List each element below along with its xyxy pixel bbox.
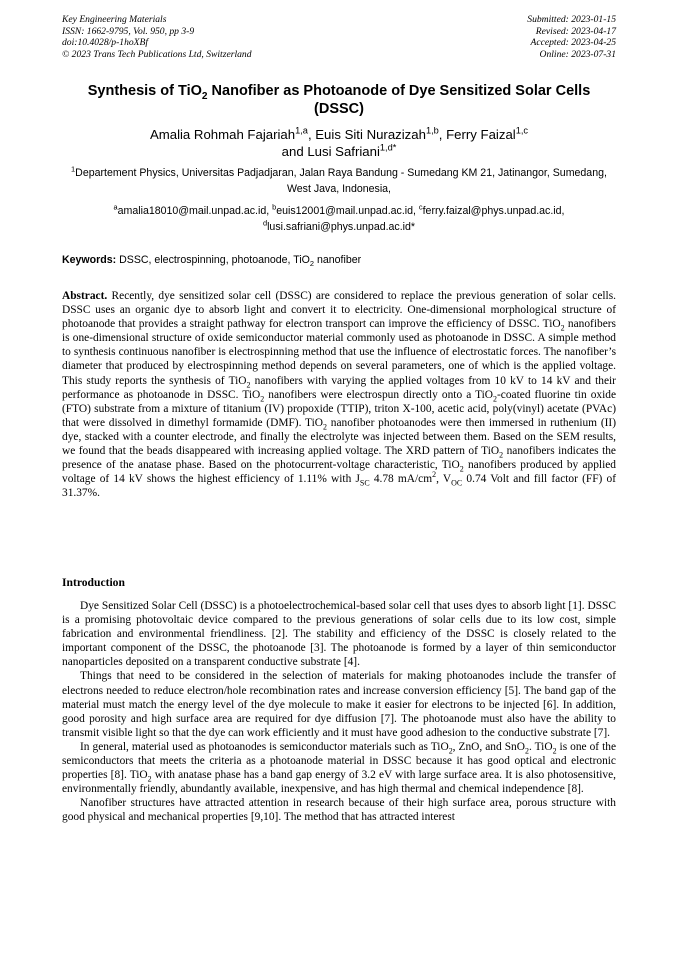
author-4: and Lusi Safriani <box>281 144 380 159</box>
subscript: SC <box>359 478 370 488</box>
introduction-body <box>62 599 616 825</box>
subscript: 2 <box>147 774 152 784</box>
subscript: 2 <box>246 379 251 389</box>
submitted-date: Submitted: 2023-01-15 <box>527 14 616 25</box>
journal-info <box>62 14 252 60</box>
abstract-text: nanofibers with varying the applied voltages from 10 kV to 14 kV and their performance as photoanode in DSSC. TiO <box>62 374 616 401</box>
online-date: Online: 2023-07-31 <box>539 48 616 60</box>
title-text: Synthesis of TiO <box>87 83 202 99</box>
keywords <box>62 253 616 267</box>
email-marker: a <box>113 202 118 212</box>
email-marker: c <box>418 202 423 212</box>
abstract-text: 4.78 mA/cm <box>369 473 433 486</box>
email-c[interactable]: ferry.faizal@phys.unpad.ac.id, <box>422 205 565 217</box>
author-2-affiliation: 1,b <box>425 125 439 136</box>
intro-paragraph-2: Things that need to be considered in the selection of materials for making photoanodes include the transfer of electrons needed to reduce electron/hole recombination rates and increase conversion efficiency [5]. The band gap of the material must match the energy level of the dye molecule to make it easier for electrons to be injected [6]. In addition, good porosity and high surface area are required for dye diffusion [7]. The photoanode must also have the ability to transmit visible light so that the dye can work efficiently and it must have good adhesion to the conductive substrate [7]. <box>62 670 616 739</box>
paragraph-text: . TiO <box>528 740 553 753</box>
affiliation <box>62 166 616 197</box>
author-separator: , <box>438 127 447 142</box>
email-d[interactable]: lusi.safriani@phys.unpad.ac.id* <box>267 220 416 233</box>
keywords-text: DSSC, electrospinning, photoanode, TiO <box>116 254 310 266</box>
abstract <box>62 289 616 500</box>
abstract-text: nanofiber photoanodes were then immersed in ruthenium (II) dye, stacked with a counter electrode, and finally the electrolyte was injected between them. Based on the SEM results, we found that the beads disappeared with increasing applied voltage. The XRD pattern of TiO <box>62 416 616 458</box>
abstract-text: nanofibers were electrospun directly onto a TiO <box>264 388 494 401</box>
subscript: 2 <box>459 464 464 474</box>
subscript: OC <box>451 478 463 488</box>
paragraph-text: , ZnO, and SnO <box>452 740 525 753</box>
author-emails <box>62 204 616 235</box>
keywords-label: Keywords: <box>62 254 117 266</box>
revised-date: Revised: 2023-04-17 <box>535 25 616 37</box>
title-text-end: Nanofiber as Photoanode of Dye Sensitized Solar Cells (DSSC) <box>207 83 591 117</box>
subscript: 2 <box>448 746 453 756</box>
author-separator: , <box>307 127 316 142</box>
subscript: 2 <box>499 450 504 460</box>
publication-dates <box>527 14 616 60</box>
subscript: 2 <box>493 393 498 403</box>
keywords-text-end: nanofiber <box>314 254 362 266</box>
subscript: 2 <box>560 323 565 333</box>
affiliation-text: Departement Physics, Universitas Padjadjaran, Jalan Raya Bandung - Sumedang KM 21, Jatinangor, Sumedang, West Java, Indonesia, <box>75 167 607 195</box>
paragraph-text: with anatase phase has a band gap energy of 3.2 eV with large surface area. It is also photosensitive, environmentally friendly, abundantly available, inexpensive, and has high thermal and chemical independence [8]. <box>62 769 616 796</box>
author-4-affiliation: 1,d* <box>379 142 397 153</box>
email-marker: d <box>262 217 268 227</box>
abstract-text: 0.74 Volt and fill factor (FF) of 31.37%. <box>62 473 617 500</box>
section-heading-introduction: Introduction <box>62 576 125 589</box>
doi: doi:10.4028/p-1hoXBf <box>62 37 149 49</box>
abstract-label: Abstract. <box>62 290 108 302</box>
paper-title <box>62 82 616 118</box>
paragraph-text: is one of the semiconductors that meets the criteria as a photoanode material in DSSC because it has good optical and electronic properties [8]. TiO <box>62 740 617 782</box>
intro-paragraph-3 <box>62 740 616 796</box>
copyright: © 2023 Trans Tech Publications Ltd, Switzerland <box>62 48 252 60</box>
author-1: Amalia Rohmah Fajariah <box>149 127 296 142</box>
abstract-text: nanofibers indicates the presence of the anatase phase. Based on the photocurrent-voltage characteristic, TiO <box>62 445 616 472</box>
author-3-affiliation: 1,c <box>515 125 529 136</box>
author-list <box>62 126 616 160</box>
abstract-text: nanofibers is one-dimensional structure of oxide semiconductor material commonly used as photoanode in DSSC. A simple method to synthesis continuous nanofiber is electrospinning method that use the influence of electrostatic forces. The nanofiber’s diameter that produced by electrospinning method depends on several parameters, one of which is the applied voltage. This study reports the synthesis of TiO <box>62 318 616 387</box>
author-2: Euis Siti Nurazizah <box>315 127 426 142</box>
intro-paragraph-4: Nanofiber structures have attracted attention in research because of their high surface area, porous structure with good physical and mechanical properties [9,10]. The method that has attracted interest <box>62 797 616 824</box>
abstract-text: Recently, dye sensitized solar cell (DSSC) are considered to replace the previous generation of solar cells. DSSC uses an organic dye to absorb light and convert it to electricity. One-dimensional morphological structure of photoanode that provides a straight pathway for electron transport can improve the efficiency of DSSC. TiO <box>62 290 616 331</box>
subscript: 2 <box>322 422 327 432</box>
paragraph-text: In general, material used as photoanodes is semiconductor materials such as TiO <box>80 740 449 753</box>
intro-paragraph-1: Dye Sensitized Solar Cell (DSSC) is a photoelectrochemical-based solar cell that uses dyes to absorb light [1]. DSSC is a promising photovoltaic device compared to the previous generations of solar cells due to its low cost, simple fabrication and environmental friendliness. [2]. The stability and efficiency of the DSSC is closely related to the important component of the DSSC, the photoanode [3]. The photoanode is formed by a layer of thin semiconductor nanoparticles deposited on a transparent conductive substrate [4]. <box>62 600 616 669</box>
subscript: 2 <box>260 393 265 403</box>
subscript: 2 <box>524 746 529 756</box>
superscript: 2 <box>432 470 437 480</box>
abstract-text: -coated fluorine tin oxide (FTO) substrate from a mixture of titanium (IV) propoxide (TTIP), triton X-100, acetic acid, poly(vinyl) acetate (PVAc) that were dissolved in dimethyl formamide (DMF). TiO <box>62 388 617 429</box>
abstract-text: nanofibers produced by applied voltage of 14 kV shows the highest efficiency of 1.11% with J <box>62 459 617 486</box>
issn: ISSN: 1662-9795, Vol. 950, pp 3-9 <box>62 25 195 37</box>
journal-name: Key Engineering Materials <box>62 14 167 25</box>
affiliation-marker: 1 <box>71 164 76 174</box>
author-1-affiliation: 1,a <box>295 125 308 136</box>
abstract-text: , V <box>436 473 452 486</box>
subscript: 2 <box>309 259 315 269</box>
email-b[interactable]: euis12001@mail.unpad.ac.id, <box>276 205 419 217</box>
subscript: 2 <box>552 746 557 756</box>
email-marker: b <box>272 202 277 212</box>
email-a[interactable]: amalia18010@mail.unpad.ac.id, <box>117 205 273 217</box>
accepted-date: Accepted: 2023-04-25 <box>530 37 616 49</box>
author-3: Ferry Faizal <box>446 127 516 142</box>
title-subscript: 2 <box>201 90 208 102</box>
